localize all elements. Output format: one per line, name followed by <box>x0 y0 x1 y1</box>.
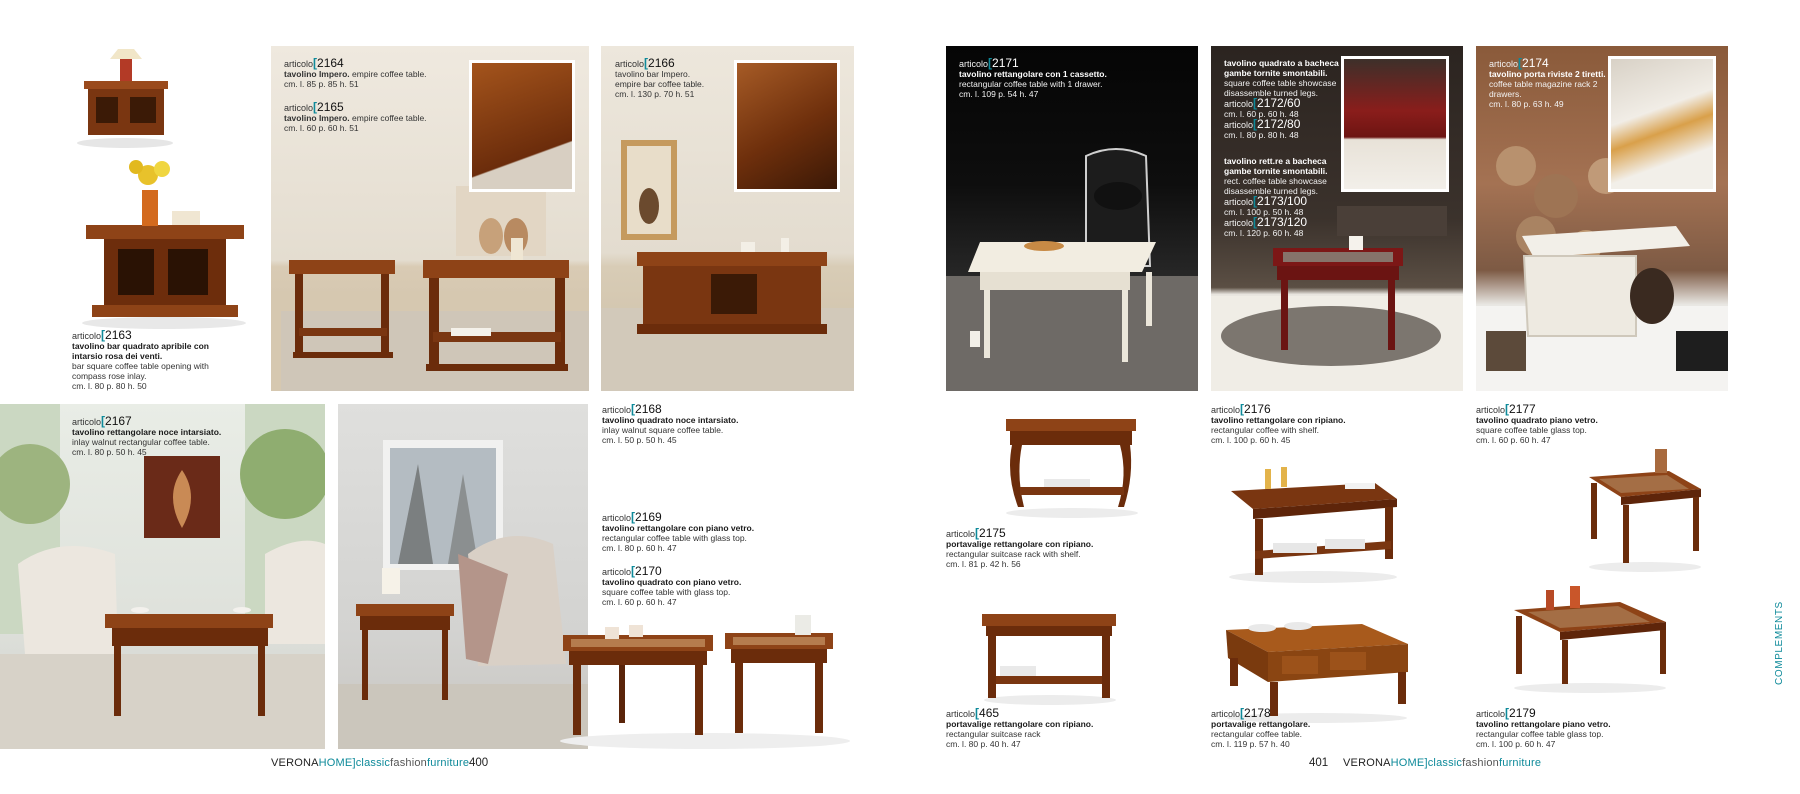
article-2175: articolo[ 2175 portavalige rettangolare con ripiano. rectangular suitcase rack with shelf. cm. l. 81 p. 42 h. 56 <box>946 528 1136 569</box>
page-number-left: 400 <box>469 757 489 769</box>
article-2178: articolo[ 2178 portavalige rettangolare. rectangular coffee table. cm. l. 119 p. 57 h. 40 <box>1211 708 1401 749</box>
article-2170: articolo[ 2170 tavolino quadrato con piano vetro. square coffee table with glass top. cm. l. 60 p. 60 h. 47 <box>602 566 782 607</box>
article-code: [ 2173/120 <box>1253 215 1307 229</box>
detail-inset-2164 <box>469 60 575 192</box>
article-2177: articolo[ 2177 tavolino quadrato piano vetro. square coffee table glass top. cm. l. 60 p. 60 h. 47 <box>1476 404 1666 445</box>
article-code: [ 2174 <box>1518 56 1549 70</box>
article-code: [ 2166 <box>644 56 675 70</box>
footer-brand-left: VERONAHOME]classicfashionfurniture <box>271 757 470 769</box>
product-2176-image <box>1225 465 1400 585</box>
article-code: [ 2164 <box>313 56 344 70</box>
product-2169-2170-image <box>555 615 855 750</box>
article-code: [ 2169 <box>631 510 662 524</box>
article-code: [ 2163 <box>101 328 132 342</box>
article-2174: articolo[ 2174 tavolino porta riviste 2 tiretti. coffee table magazine rack 2 drawers. cm. l. 80 p. 63 h. 49 <box>1489 58 1609 109</box>
article-2173: tavolino rett.re a bacheca gambe tornite smontabili. rect. coffee table showcase disassemble turned legs. articolo[ 2173/100 cm. l. 100 p. 50 h. 48 articolo[ 2173/120 cm. l. 120 p. 60 h. 48 <box>1224 156 1344 238</box>
product-465-image <box>978 612 1118 707</box>
article-2169: articolo[ 2169 tavolino rettangolare con piano vetro. rectangular coffee table with glass top. cm. l. 80 p. 60 h. 47 <box>602 512 782 553</box>
product-2163-small-image <box>70 45 180 150</box>
article-2168: articolo[ 2168 tavolino quadrato noce intarsiato. inlay walnut square coffee table. cm. l. 50 p. 50 h. 45 <box>602 404 782 445</box>
product-2177-image <box>1585 445 1705 575</box>
article-code: [ 2178 <box>1240 706 1271 720</box>
article-2172: tavolino quadrato a bacheca gambe tornite smontabili. square coffee table showcase disassemble turned legs. articolo[ 2172/60 cm. l. 60 p. 60 h. 48 articolo[ 2172/80 cm. l. 80 p. 80 h. 48 <box>1224 58 1344 140</box>
room-photo-2164-2165 <box>271 46 589 391</box>
room-photo-2168 <box>338 404 588 749</box>
article-2166: articolo[ 2166 tavolino bar Impero. empire bar coffee table. cm. l. 130 p. 70 h. 51 <box>615 58 735 99</box>
article-code: [ 2177 <box>1505 402 1536 416</box>
detail-inset-2172 <box>1341 56 1449 192</box>
product-2179-image <box>1510 580 1670 695</box>
article-code: [ 465 <box>975 706 999 720</box>
page-number-right: 401 <box>1309 757 1329 769</box>
article-code: [ 2170 <box>631 564 662 578</box>
product-2175-image <box>1000 415 1140 520</box>
article-2165: articolo[ 2165 tavolino Impero. empire coffee table. cm. l. 60 p. 60 h. 51 <box>284 102 444 133</box>
article-465: articolo[ 465 portavalige rettangolare con ripiano. rectangular suitcase rack cm. l. 80 p. 40 h. 47 <box>946 708 1136 749</box>
article-code: [ 2175 <box>975 526 1006 540</box>
article-code: [ 2168 <box>631 402 662 416</box>
product-2163-image <box>72 145 252 330</box>
detail-inset-2174 <box>1608 56 1716 192</box>
section-side-tab[interactable] <box>1772 601 1792 685</box>
article-code: [ 2172/80 <box>1253 117 1300 131</box>
section-side-tab-label: COMPLEMENTS <box>1774 601 1785 685</box>
article-2167: articolo[ 2167 tavolino rettangolare noce intarsiato. inlay walnut rectangular coffee table. cm. l. 80 p. 50 h. 45 <box>72 416 242 457</box>
detail-inset-2166 <box>734 60 840 192</box>
article-code: [ 2179 <box>1505 706 1536 720</box>
article-2164: articolo[ 2164 tavolino Impero. empire coffee table. cm. l. 85 p. 85 h. 51 <box>284 58 444 89</box>
footer-brand-right: VERONAHOME]classicfashionfurniture <box>1343 757 1542 769</box>
article-code: [ 2172/60 <box>1253 96 1300 110</box>
article-code: [ 2167 <box>101 414 132 428</box>
article-code: [ 2165 <box>313 100 344 114</box>
article-code: [ 2171 <box>988 56 1019 70</box>
article-2171: articolo[ 2171 tavolino rettangolare con 1 cassetto. rectangular coffee table with 1 drawer. cm. l. 109 p. 54 h. 47 <box>959 58 1139 99</box>
article-2176: articolo[ 2176 tavolino rettangolare con ripiano. rectangular coffee with shelf. cm. l. 100 p. 60 h. 45 <box>1211 404 1401 445</box>
article-2179: articolo[ 2179 tavolino rettangolare piano vetro. rectangular coffee table glass top. cm. l. 100 p. 60 h. 47 <box>1476 708 1666 749</box>
article-code: [ 2173/100 <box>1253 194 1307 208</box>
article-2163: articolo[ 2163 tavolino bar quadrato apribile con intarsio rosa dei venti. bar square coffee table opening with compass rose inlay. cm. l. 80 p. 80 h. 50 <box>72 330 242 391</box>
article-code: [ 2176 <box>1240 402 1271 416</box>
